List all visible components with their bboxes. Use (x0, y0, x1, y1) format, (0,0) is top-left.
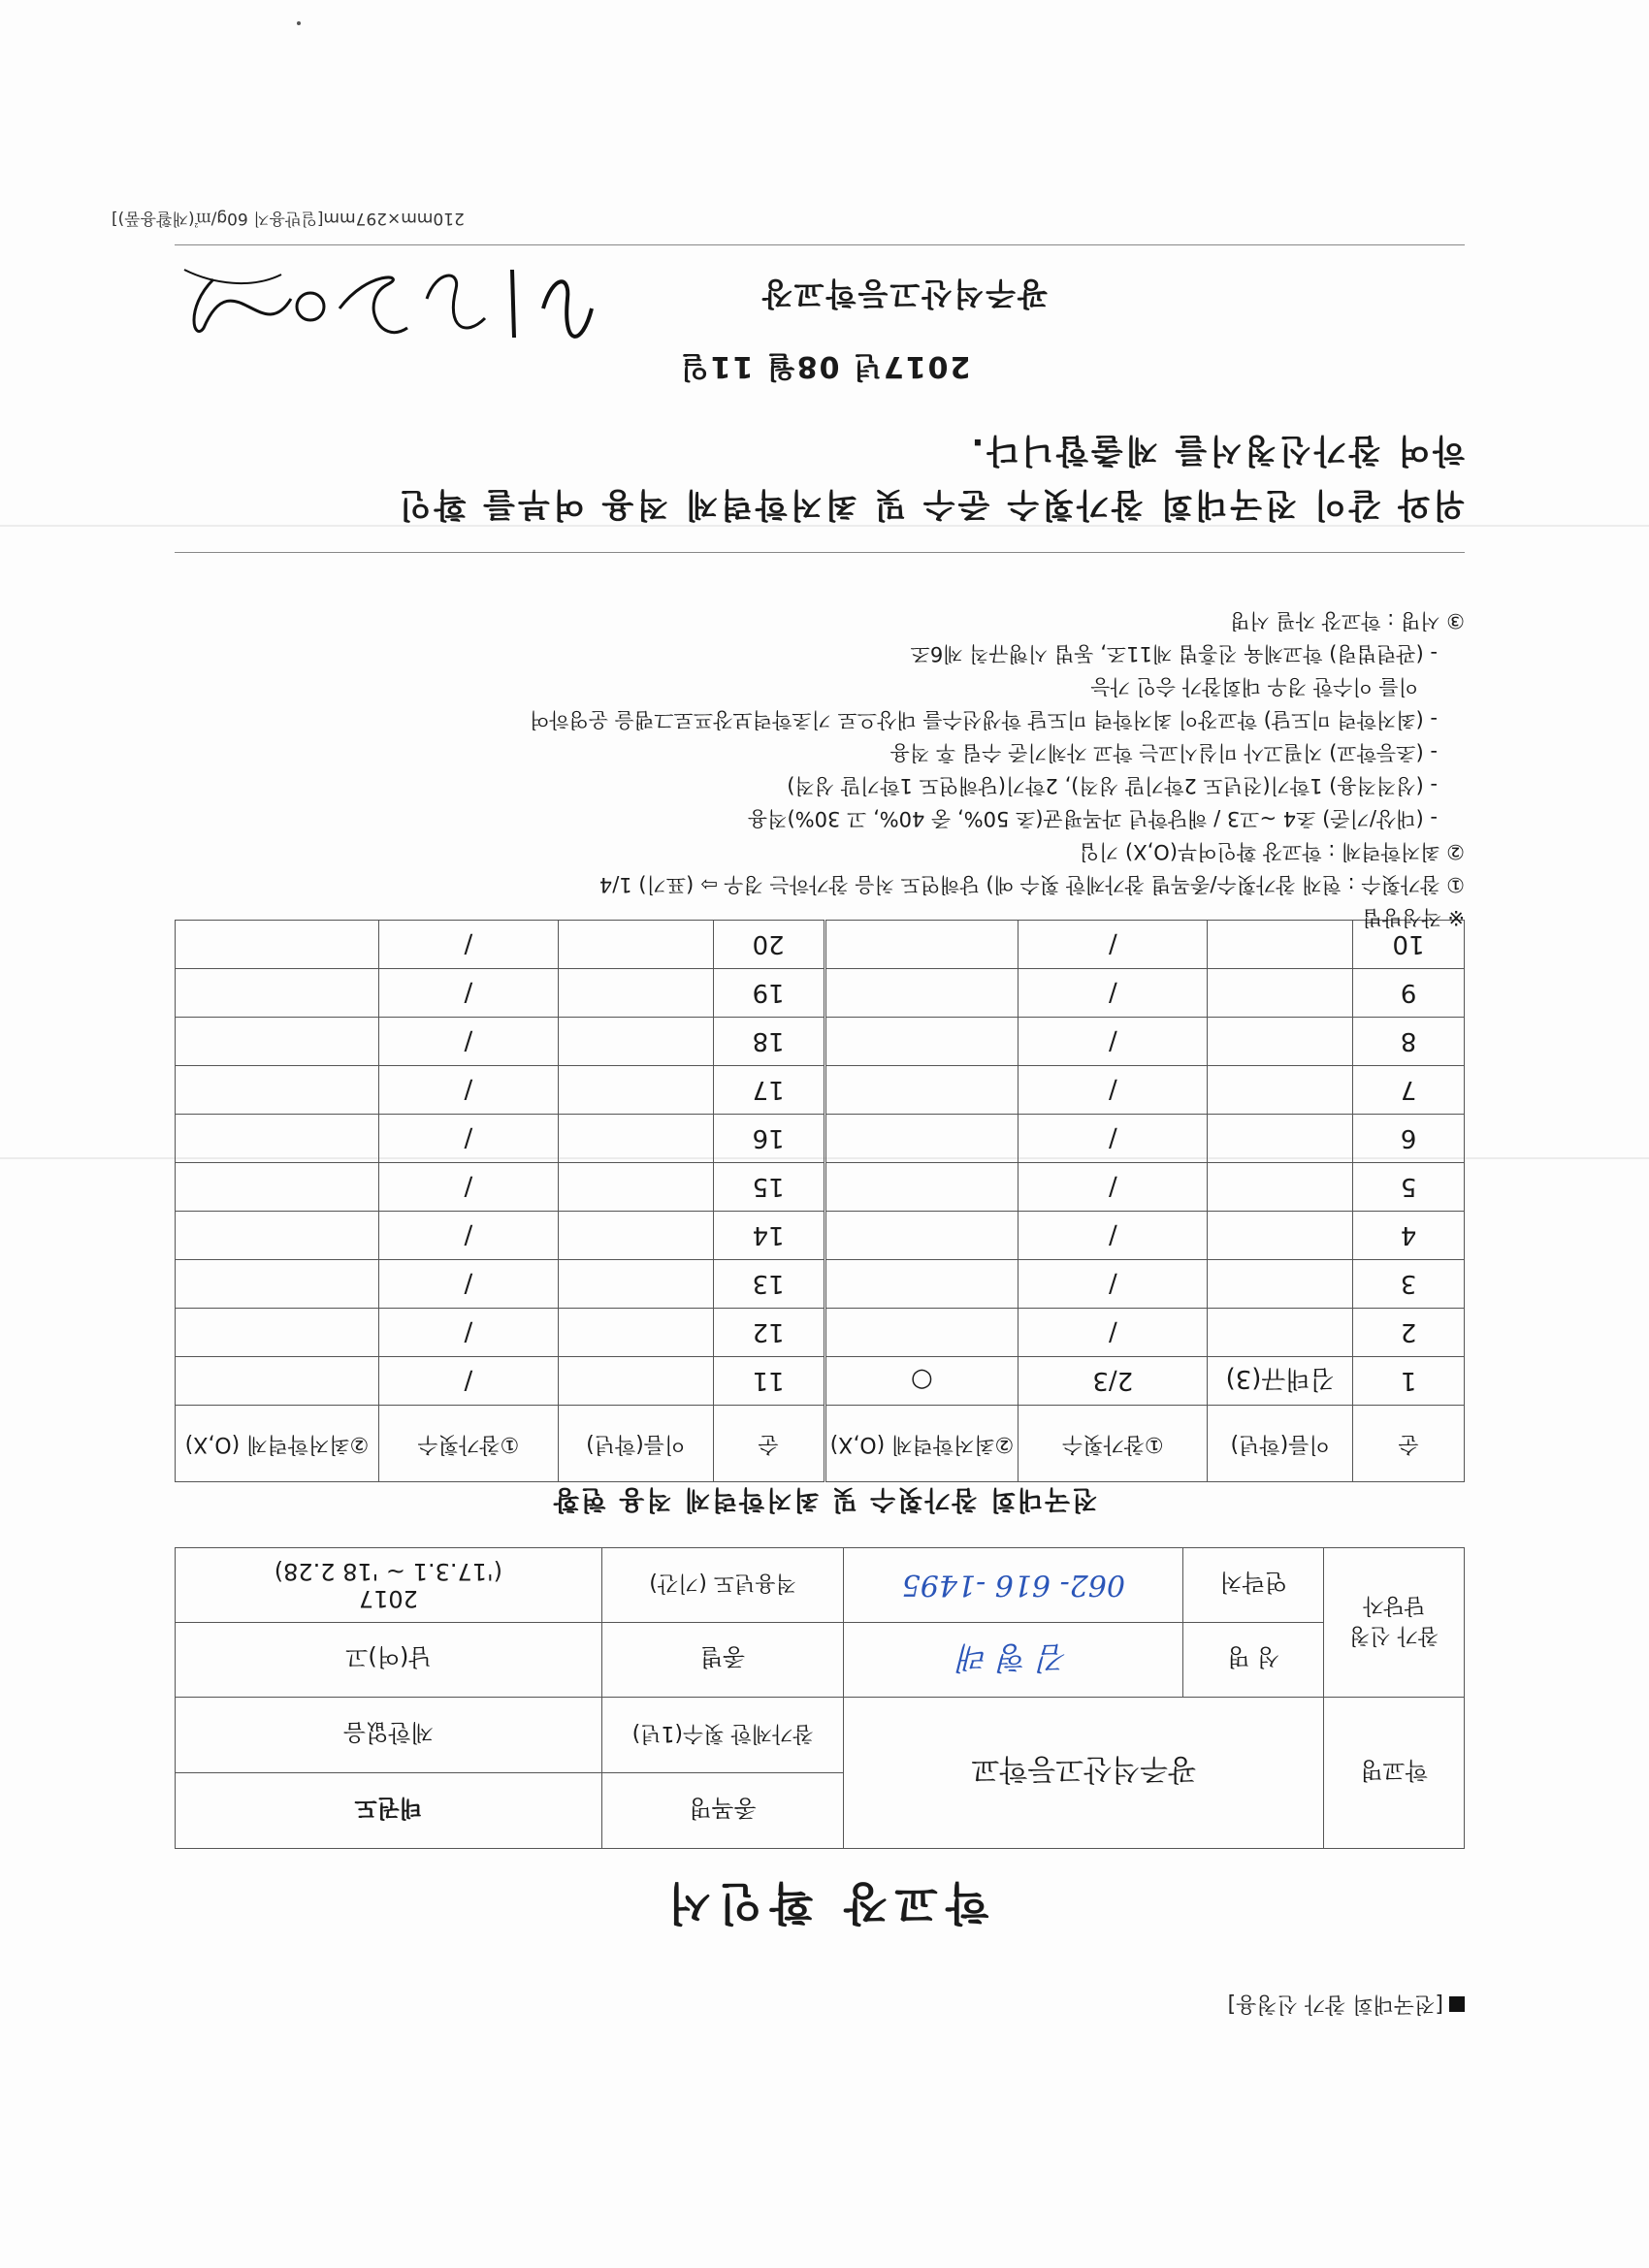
cell-count: / (1018, 1115, 1208, 1163)
name-label: 성 명 (1183, 1623, 1324, 1698)
cell-no: 16 (713, 1115, 824, 1163)
sport-label: 종목명 (601, 1773, 844, 1849)
cell-min (176, 1309, 379, 1357)
cell-count: / (378, 1260, 558, 1309)
header-tag (1228, 1991, 1465, 2021)
cell-no: 8 (1353, 1018, 1465, 1066)
col-count: ①참가횟수 (1018, 1406, 1208, 1482)
cell-name (1208, 969, 1353, 1018)
table-row (176, 1066, 1465, 1115)
col-name: 이름(학년) (558, 1406, 713, 1482)
cell-no: 3 (1353, 1260, 1465, 1309)
cell-count: / (1018, 1066, 1208, 1115)
participant-table (175, 920, 1465, 1482)
cell-no: 1 (1353, 1357, 1465, 1406)
cell-count: / (378, 1163, 558, 1212)
cell-name (1208, 1066, 1353, 1115)
writing-instructions (175, 604, 1465, 934)
cell-min (824, 969, 1018, 1018)
table-row (176, 1212, 1465, 1260)
principal-signature (175, 246, 601, 367)
participant-rows (176, 921, 1465, 1406)
cell-min (176, 1066, 379, 1115)
cell-count: / (378, 969, 558, 1018)
cell-name (558, 1357, 713, 1406)
cell-count: / (378, 1066, 558, 1115)
cell-min (824, 1309, 1018, 1357)
principal-title: 광주석산고등학교장 (760, 275, 1048, 312)
table-row (176, 1260, 1465, 1309)
info-table (175, 1547, 1465, 1849)
instruction-line: - (관련법령) 학교체육 진흥법 제11조, 동법 시행규칙 제6조 (910, 642, 1438, 665)
instruction-line: 이를 이수한 경우 대회참가 승인 가능 (1090, 675, 1418, 698)
cell-no: 19 (713, 969, 824, 1018)
cell-no: 18 (713, 1018, 824, 1066)
table-row (176, 1018, 1465, 1066)
signature-icon (175, 250, 601, 367)
cell-min (176, 969, 379, 1018)
header-tag-text: [전국대회 참가 신청용] (1227, 1992, 1443, 2016)
cell-name (558, 1163, 713, 1212)
cell-no: 14 (713, 1212, 824, 1260)
cell-min (176, 1357, 379, 1406)
year-text: 2017 (358, 1585, 418, 1612)
cell-no: 11 (713, 1357, 824, 1406)
cell-min (176, 1115, 379, 1163)
cell-no: 15 (713, 1163, 824, 1212)
paper-spec: 210mm×297mm[일반용지 60g/㎡(재활용품)] (112, 209, 465, 228)
school-value: 광주석산고등학교 (844, 1698, 1324, 1849)
cell-no: 6 (1353, 1115, 1465, 1163)
year-value (176, 1548, 602, 1623)
divider (175, 552, 1465, 553)
list-title: 전국대회 참가횟수 및 최저학력제 적용 현황 (551, 1484, 1098, 1514)
cell-name (558, 1260, 713, 1309)
cell-name (1208, 1309, 1353, 1357)
handwritten-phone: 062- 616 -1495 (901, 1568, 1125, 1603)
cell-name (1208, 1212, 1353, 1260)
cell-count: / (378, 1018, 558, 1066)
cell-no: 12 (713, 1309, 824, 1357)
cell-name (558, 969, 713, 1018)
year-range: ('17.3.1 ~ '18 2.28) (274, 1558, 502, 1585)
table-row (176, 1357, 1465, 1406)
col-min: ②최저학력제 (O,X) (824, 1406, 1018, 1482)
cell-count: / (378, 1212, 558, 1260)
contact-value (844, 1548, 1183, 1623)
cell-min (176, 1018, 379, 1066)
cell-no: 9 (1353, 969, 1465, 1018)
instruction-line: - (초등학교) 지필고사 미실시교는 학교 자체기준 수립 후 적용 (889, 741, 1438, 764)
cell-name (558, 1115, 713, 1163)
cell-count: / (1018, 969, 1208, 1018)
cell-min (176, 1260, 379, 1309)
cell-min (824, 1018, 1018, 1066)
cell-name (1208, 1163, 1353, 1212)
cell-name: 김태규(3) (1208, 1357, 1353, 1406)
name-value (844, 1623, 1183, 1698)
cell-no: 2 (1353, 1309, 1465, 1357)
footer-divider (175, 244, 1465, 245)
cell-count: / (1018, 1212, 1208, 1260)
cell-no: 13 (713, 1260, 824, 1309)
cell-count: / (378, 921, 558, 969)
square-bullet-icon (1449, 1996, 1465, 2012)
statement-line-1: 위와 같이 전국대회 참가횟수 준수 및 최저학력제 적용 여부를 확인 (396, 485, 1465, 524)
cell-count: / (1018, 1260, 1208, 1309)
cell-min (176, 1163, 379, 1212)
col-min: ②최저학력제 (O,X) (176, 1406, 379, 1482)
cell-count: / (378, 1357, 558, 1406)
cell-no: 7 (1353, 1066, 1465, 1115)
limit-label: 참가제한 횟수(1년) (601, 1698, 844, 1773)
cell-min (824, 1163, 1018, 1212)
cell-no: 10 (1353, 921, 1465, 969)
col-no: 순 (713, 1406, 824, 1482)
cell-min (824, 1212, 1018, 1260)
cell-name (1208, 1115, 1353, 1163)
instruction-line: - (성적적용) 1학기(전년도 2학기말 성적), 2학기(당해연도 1학기말 성적) (787, 774, 1438, 797)
table-row (176, 969, 1465, 1018)
cell-count: / (1018, 1018, 1208, 1066)
gender-value: 남(여)고 (176, 1623, 602, 1698)
cell-count: / (1018, 921, 1208, 969)
cell-no: 4 (1353, 1212, 1465, 1260)
cell-min (824, 1260, 1018, 1309)
cell-name (558, 1212, 713, 1260)
confirmation-statement (175, 423, 1465, 532)
col-count: ①참가횟수 (378, 1406, 558, 1482)
gender-label: 종별 (601, 1623, 844, 1698)
table-row (176, 1163, 1465, 1212)
scan-speck (297, 21, 301, 25)
instruction-line: ③ 서명 : 학교장 자필 서명 (1230, 609, 1465, 632)
table-row (176, 1309, 1465, 1357)
cell-min: ○ (824, 1357, 1018, 1406)
cell-no: 17 (713, 1066, 824, 1115)
cell-count: / (1018, 1163, 1208, 1212)
contact-label: 연락처 (1183, 1548, 1324, 1623)
school-label: 학교명 (1324, 1698, 1465, 1849)
cell-name (1208, 1018, 1353, 1066)
cell-count: / (378, 1115, 558, 1163)
issue-date: 2017년 08월 11일 (678, 349, 971, 383)
document-title: 학교장 확인서 (660, 1877, 989, 1929)
cell-min (824, 1066, 1018, 1115)
instruction-line: ① 참가횟수 : 현재 참가횟수/종목별 참가제한 횟수 예) 당해연도 처음 참가하는 경우 ⇨ (표기) 1/4 (598, 873, 1465, 896)
limit-value: 제한없음 (176, 1698, 602, 1773)
instruction-line: ※ 작성방법 (1362, 906, 1465, 929)
statement-line-2: 하여 참가신청서를 제출합니다. (968, 431, 1465, 470)
cell-count: 2/3 (1018, 1357, 1208, 1406)
cell-name (558, 1309, 713, 1357)
table-row (176, 1115, 1465, 1163)
cell-name (558, 1018, 713, 1066)
cell-count: / (1018, 1309, 1208, 1357)
cell-no: 20 (713, 921, 824, 969)
col-no: 순 (1353, 1406, 1465, 1482)
cell-name (558, 1066, 713, 1115)
handwritten-name: 김 형 래 (958, 1639, 1069, 1676)
cell-min (176, 1212, 379, 1260)
instruction-line: ② 최저학력제 : 학교장 확인여부(O,X) 기입 (1079, 840, 1465, 863)
instruction-line: - (최저학력 미도달) 학교장이 최저학력 미도달 학생선수를 대상으로 기초학력보장프로그램을 운영하여 (529, 708, 1438, 731)
cell-count: / (378, 1309, 558, 1357)
cell-name (1208, 1260, 1353, 1309)
sport-value: 태권도 (176, 1773, 602, 1849)
col-name: 이름(학년) (1208, 1406, 1353, 1482)
year-label: 적용년도 (기간) (601, 1548, 844, 1623)
applicant-label: 참가 신청 담당자 (1324, 1548, 1465, 1698)
cell-no: 5 (1353, 1163, 1465, 1212)
cell-min (824, 1115, 1018, 1163)
instruction-line: - (대상/기준) 초4 ~고3 / 해당학년 과목평균(초 50%, 중 40%, 고 30%)적용 (747, 807, 1438, 830)
